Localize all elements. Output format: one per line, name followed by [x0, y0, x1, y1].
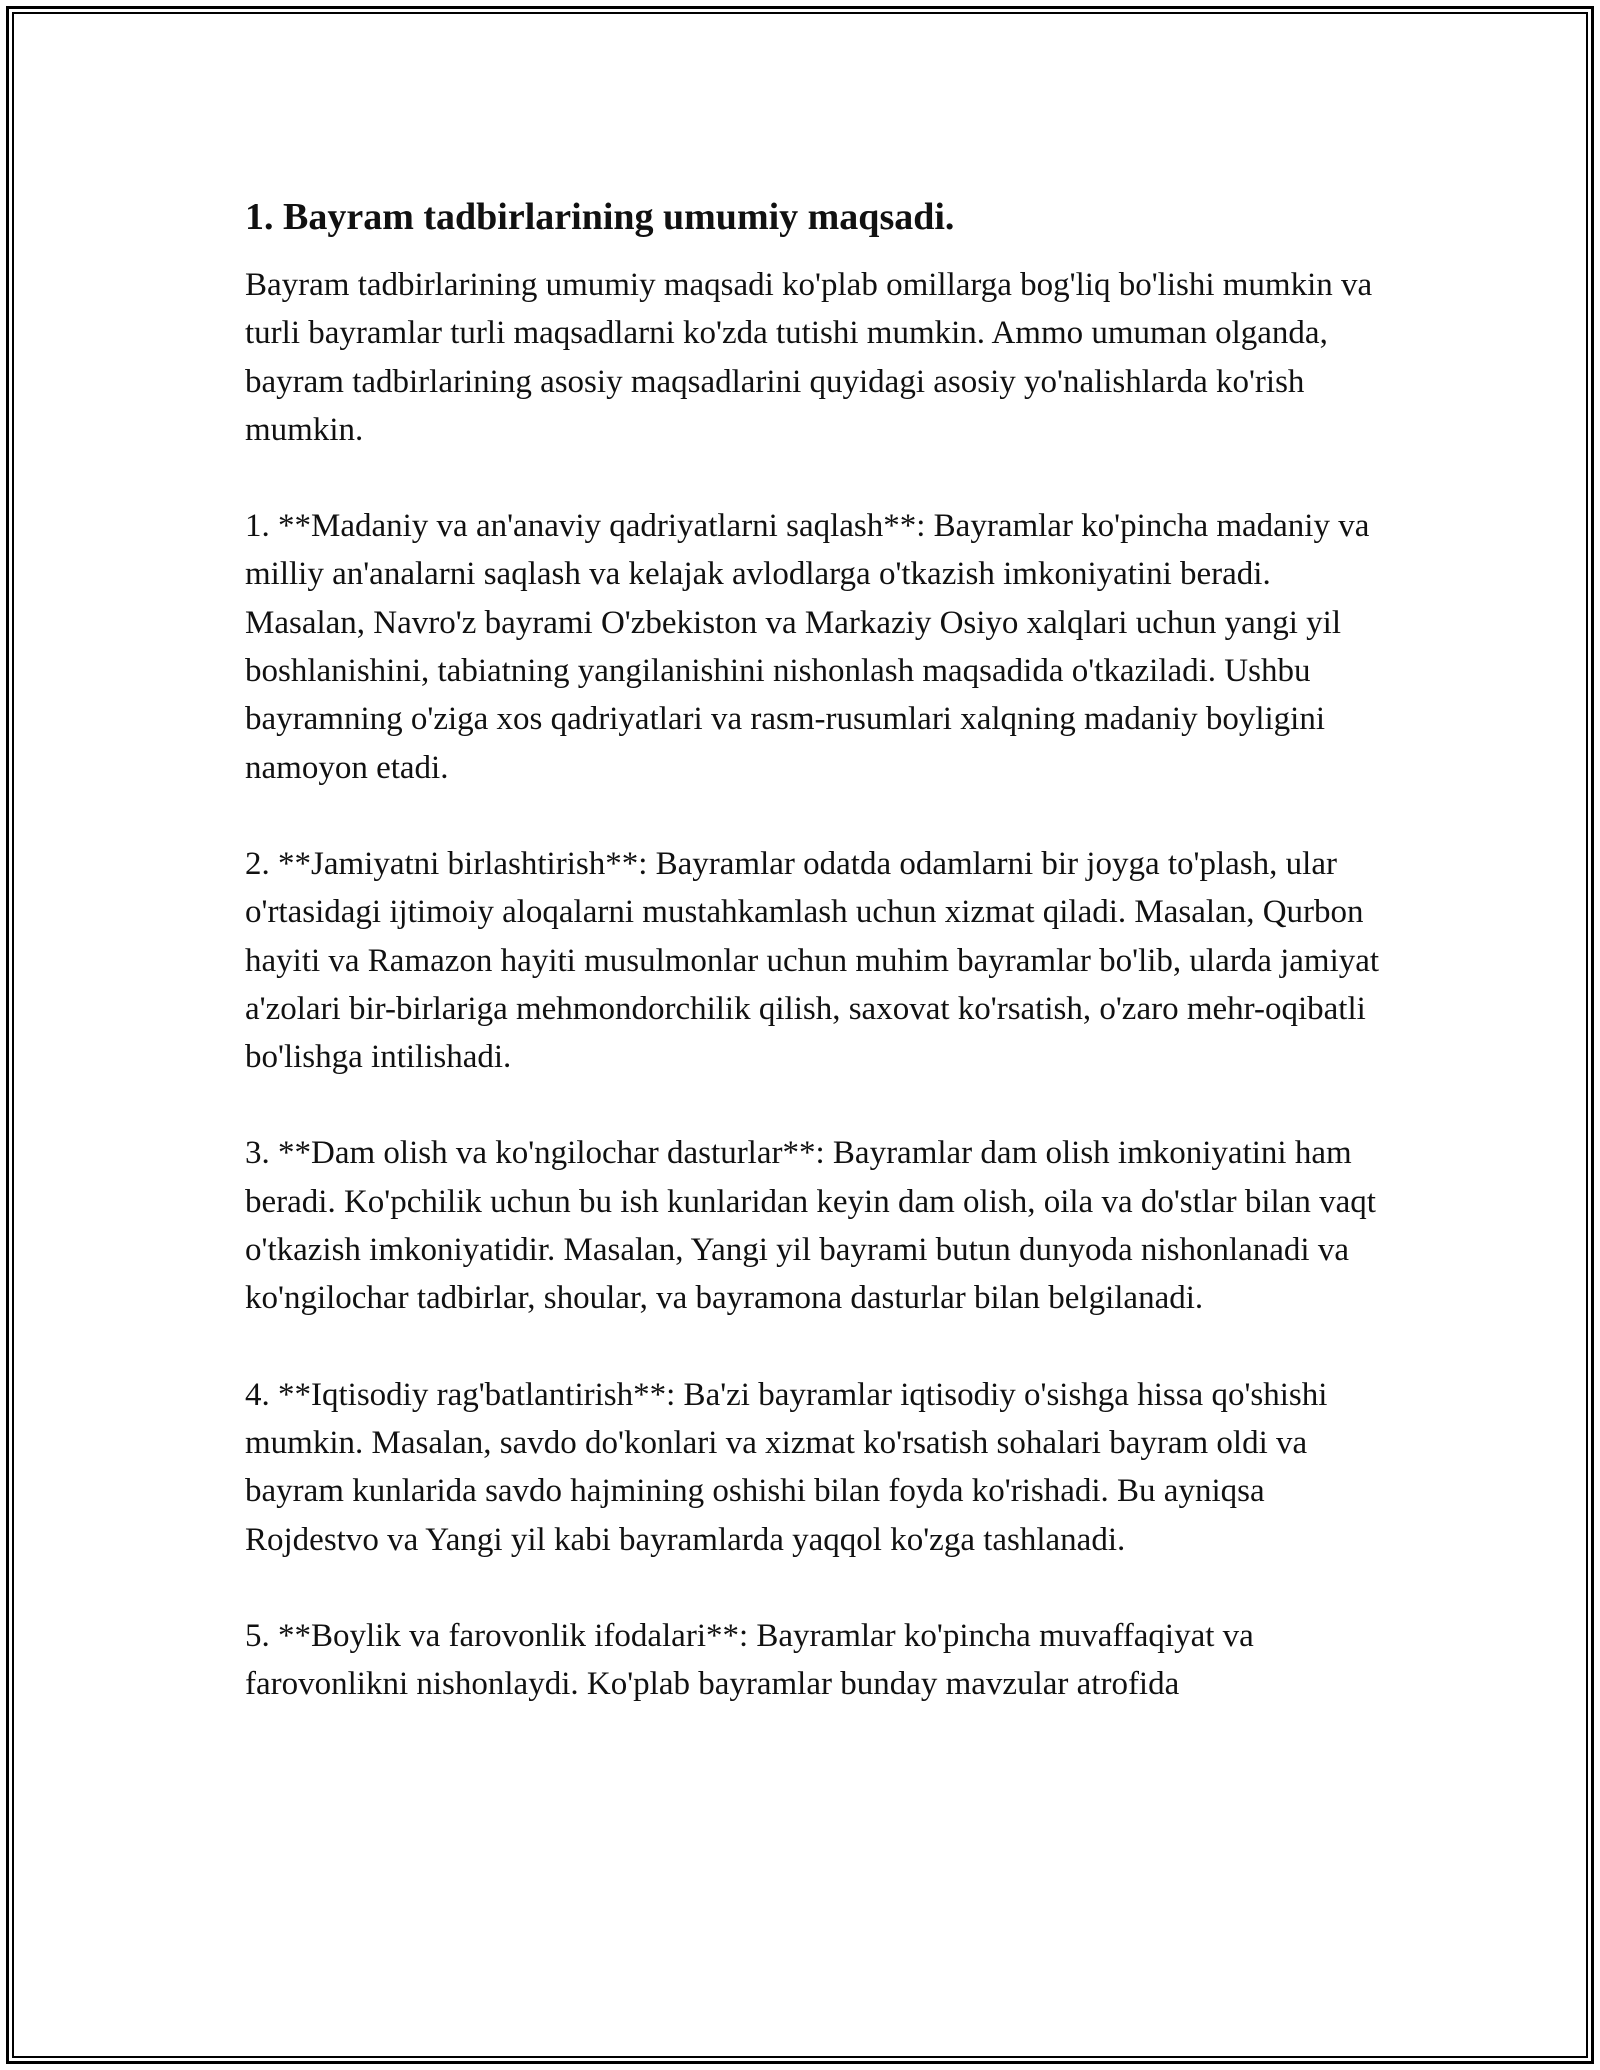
- document-title: 1. Bayram tadbirlarining umumiy maqsadi.: [245, 196, 955, 238]
- page-frame: [6, 6, 1594, 2064]
- paragraph-leisure: 3. **Dam olish va ko'ngilochar dasturlar**: Bayramlar dam olish imkoniyatini ham beradi. Ko'pchilik uchun bu ish kunlaridan keyin dam olish, oila va do'stlar bilan vaqt o'tkazish imkoniyatidir. Masalan, Yangi yil bayrami butun dunyoda nishonlanadi va ko'ngilochar tadbirlar, shoular, va bayramona dasturlar bilan belgilanadi.: [245, 1135, 1376, 1317]
- intro-paragraph: Bayram tadbirlarining umumiy maqsadi ko'plab omillarga bog'liq bo'lishi mumkin va turli bayramlar turli maqsadlarni ko'zda tutishi mumkin. Ammo umuman olganda, bayram tadbirlarining asosiy maqsadlarini quyidagi asosiy yo'nalishlarda ko'rish mumkin.: [245, 267, 1373, 448]
- paragraph-prosperity: 5. **Boylik va farovonlik ifodalari**: Bayramlar ko'pincha muvaffaqiyat va farovonlikni nishonlaydi. Ko'plab bayramlar bunday mavzular atrofida: [245, 1617, 1254, 1703]
- paragraph-economic: 4. **Iqtisodiy rag'batlantirish**: Ba'zi bayramlar iqtisodiy o'sishga hissa qo'shishi mumkin. Masalan, savdo do'konlari va xizmat ko'rsatish sohalari bayram oldi va bayram kunlarida savdo hajmining oshishi bilan foyda ko'rishadi. Bu ayniqsa Rojdestvo va Yangi yil kabi bayramlarda yaqqol ko'zga tashlanadi.: [245, 1376, 1328, 1558]
- document-body: [245, 192, 1395, 1756]
- paragraph-cultural-values: 1. **Madaniy va an'anaviy qadriyatlarni saqlash**: Bayramlar ko'pincha madaniy va milliy an'analarni saqlash va kelajak avlodlarga o'tkazish imkoniyatini beradi. Masalan, Navro'z bayrami O'zbekiston va Markaziy Osiyo xalqlari uchun yangi yil boshlanishini, tabiatning yangilanishini nishonlash maqsadida o'tkaziladi. Ushbu bayramning o'ziga xos qadriyatlari va rasm-rusumlari xalqning madaniy boyligini namoyon etadi.: [245, 508, 1370, 786]
- paragraph-society-unity: 2. **Jamiyatni birlashtirish**: Bayramlar odatda odamlarni bir joyga to'plash, ular o'rtasidagi ijtimoiy aloqalarni mustahkamlash uchun xizmat qiladi. Masalan, Qurbon hayiti va Ramazon hayiti musulmonlar uchun muhim bayramlar bo'lib, ularda jamiyat a'zolari bir-birlariga mehmondorchilik qilish, saxovat ko'rsatish, o'zaro mehr-oqibatli bo'lishga intilishadi.: [245, 845, 1380, 1076]
